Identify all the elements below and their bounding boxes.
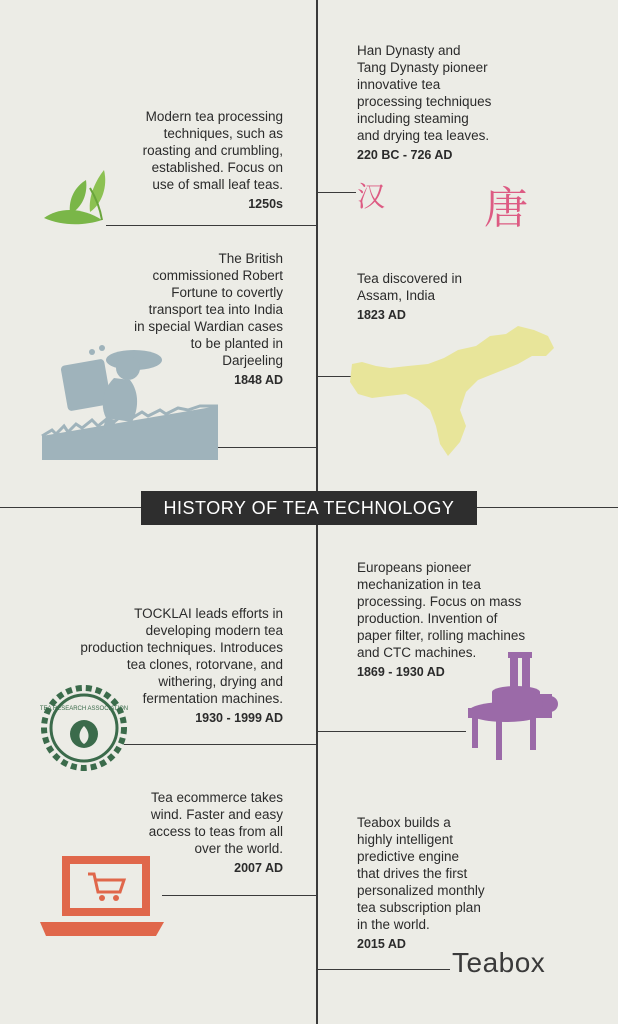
connector-1869	[318, 731, 466, 732]
event-date: 1930 - 1999 AD	[195, 711, 283, 725]
event-text: Teabox builds a highly intelligent predictive engine that drives the first personalized monthly tea subscription plan in the world.	[357, 815, 485, 932]
event-date: 220 BC - 726 AD	[357, 148, 453, 162]
event-220bc	[357, 42, 557, 164]
event-text: TOCKLAI leads efforts in developing modern tea production techniques. Introduces tea clones, rotorvane, and withering, drying and fermentation machines.	[80, 606, 283, 706]
connector-1930	[124, 744, 316, 745]
event-date: 1250s	[248, 197, 283, 211]
laptop-cart-icon	[40, 856, 164, 938]
tea-picker-icon	[42, 340, 218, 460]
han-character: 汉	[357, 180, 386, 213]
banner-line-right	[477, 507, 618, 508]
event-date: 2015 AD	[357, 937, 406, 951]
event-text: Han Dynasty and Tang Dynasty pioneer innovative tea processing techniques including steaming and drying tea leaves.	[357, 43, 492, 143]
connector-2015	[318, 969, 450, 970]
event-date: 1869 - 1930 AD	[357, 665, 445, 679]
event-text: Tea ecommerce takes wind. Faster and easy access to teas from all over the world.	[148, 790, 283, 856]
event-date: 1848 AD	[234, 373, 283, 387]
event-text: Modern tea processing techniques, such as roasting and crumbling, established. Focus on use of small leaf teas.	[142, 109, 283, 192]
event-text: Europeans pioneer mechanization in tea processing. Focus on mass production. Invention of paper filter, rolling machines and CTC machines.	[357, 560, 526, 660]
tea-research-logo	[39, 686, 129, 770]
event-date: 2007 AD	[234, 861, 283, 875]
event-text: The British commissioned Robert Fortune to covertly transport tea into India in special Wardian cases to be planted in Darjeeling	[134, 251, 283, 368]
assam-map-icon	[348, 322, 558, 460]
banner-line-left	[0, 507, 141, 508]
event-date: 1823 AD	[357, 308, 406, 322]
event-1250s	[90, 108, 283, 213]
logo-text: TEA RESEARCH ASSOCIATION	[39, 706, 129, 712]
tang-character: 唐	[484, 183, 528, 234]
connector-220bc	[318, 192, 356, 193]
tea-leaf-icon	[40, 168, 110, 230]
event-text: Tea discovered in Assam, India	[357, 271, 463, 303]
connector-1848	[218, 447, 316, 448]
connector-1250s	[106, 225, 316, 226]
event-2015	[357, 814, 557, 953]
rolling-machine-icon	[466, 652, 562, 762]
teabox-logo: Teabox	[452, 947, 546, 978]
connector-2007	[162, 895, 316, 896]
event-1823	[357, 270, 557, 324]
page-title: HISTORY OF TEA TECHNOLOGY	[141, 491, 477, 525]
